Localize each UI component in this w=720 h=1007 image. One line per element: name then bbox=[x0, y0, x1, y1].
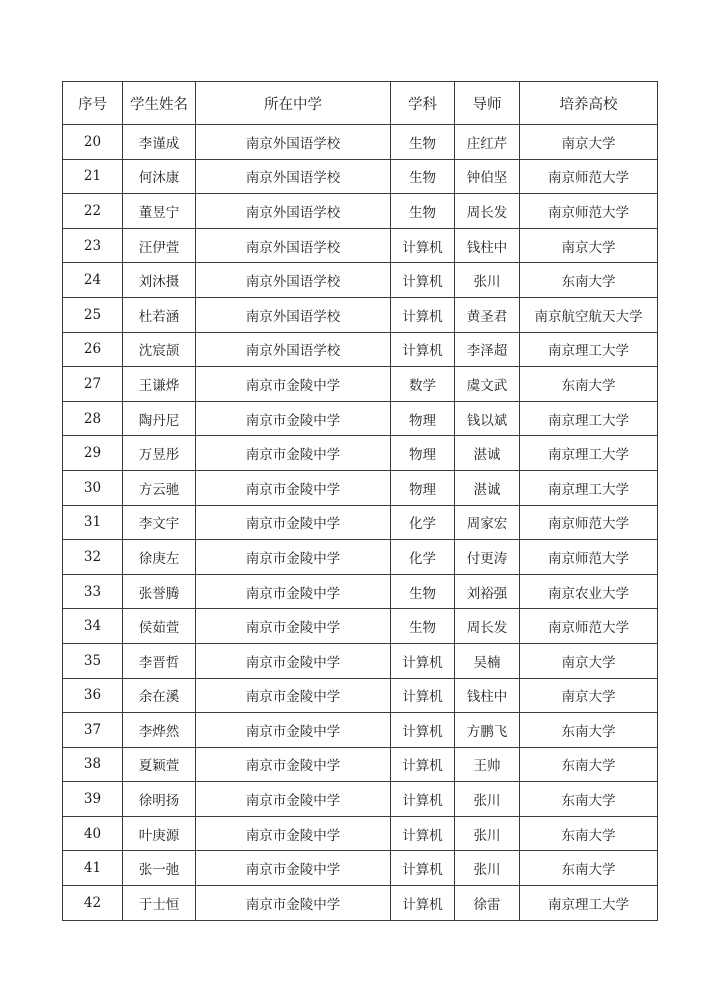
cell-university: 东南大学 bbox=[520, 367, 658, 402]
cell-subject: 计算机 bbox=[391, 678, 455, 713]
cell-student-name: 李晋哲 bbox=[123, 643, 196, 678]
cell-subject: 生物 bbox=[391, 194, 455, 229]
cell-mentor: 张川 bbox=[455, 851, 520, 886]
cell-student-name: 夏颖萱 bbox=[123, 747, 196, 782]
cell-index: 38 bbox=[63, 747, 123, 782]
cell-university: 东南大学 bbox=[520, 263, 658, 298]
cell-mentor: 张川 bbox=[455, 263, 520, 298]
cell-index: 27 bbox=[63, 367, 123, 402]
cell-subject: 计算机 bbox=[391, 886, 455, 921]
cell-university: 东南大学 bbox=[520, 782, 658, 817]
cell-university: 南京大学 bbox=[520, 678, 658, 713]
cell-subject: 物理 bbox=[391, 436, 455, 471]
table-row bbox=[63, 609, 658, 644]
cell-subject: 物理 bbox=[391, 401, 455, 436]
cell-mentor: 周长发 bbox=[455, 609, 520, 644]
cell-school: 南京市金陵中学 bbox=[196, 574, 391, 609]
cell-mentor: 庄红芹 bbox=[455, 125, 520, 160]
cell-mentor: 吴楠 bbox=[455, 643, 520, 678]
cell-mentor: 钟伯坚 bbox=[455, 159, 520, 194]
cell-university: 南京师范大学 bbox=[520, 159, 658, 194]
cell-mentor: 周家宏 bbox=[455, 505, 520, 540]
table-row bbox=[63, 367, 658, 402]
cell-index: 39 bbox=[63, 782, 123, 817]
table-row bbox=[63, 816, 658, 851]
table-row bbox=[63, 886, 658, 921]
cell-subject: 计算机 bbox=[391, 263, 455, 298]
cell-index: 29 bbox=[63, 436, 123, 471]
cell-mentor: 钱柱中 bbox=[455, 228, 520, 263]
cell-school: 南京市金陵中学 bbox=[196, 678, 391, 713]
cell-mentor: 周长发 bbox=[455, 194, 520, 229]
cell-school: 南京市金陵中学 bbox=[196, 609, 391, 644]
cell-mentor: 李泽超 bbox=[455, 332, 520, 367]
cell-student-name: 于士恒 bbox=[123, 886, 196, 921]
cell-subject: 化学 bbox=[391, 540, 455, 575]
cell-university: 东南大学 bbox=[520, 851, 658, 886]
cell-school: 南京外国语学校 bbox=[196, 194, 391, 229]
header-student-name: 学生姓名 bbox=[123, 82, 196, 125]
cell-school: 南京市金陵中学 bbox=[196, 816, 391, 851]
cell-subject: 计算机 bbox=[391, 816, 455, 851]
table-body bbox=[63, 125, 658, 921]
cell-student-name: 何沐康 bbox=[123, 159, 196, 194]
cell-school: 南京市金陵中学 bbox=[196, 367, 391, 402]
cell-university: 南京师范大学 bbox=[520, 505, 658, 540]
cell-university: 南京理工大学 bbox=[520, 332, 658, 367]
cell-school: 南京市金陵中学 bbox=[196, 470, 391, 505]
cell-school: 南京市金陵中学 bbox=[196, 401, 391, 436]
cell-student-name: 张誉腾 bbox=[123, 574, 196, 609]
cell-school: 南京市金陵中学 bbox=[196, 713, 391, 748]
cell-subject: 计算机 bbox=[391, 228, 455, 263]
cell-index: 33 bbox=[63, 574, 123, 609]
cell-index: 25 bbox=[63, 297, 123, 332]
cell-university: 南京大学 bbox=[520, 228, 658, 263]
cell-school: 南京市金陵中学 bbox=[196, 643, 391, 678]
cell-index: 34 bbox=[63, 609, 123, 644]
cell-school: 南京外国语学校 bbox=[196, 228, 391, 263]
cell-index: 40 bbox=[63, 816, 123, 851]
header-index: 序号 bbox=[63, 82, 123, 125]
cell-student-name: 万昱彤 bbox=[123, 436, 196, 471]
cell-index: 24 bbox=[63, 263, 123, 298]
table-row bbox=[63, 782, 658, 817]
cell-student-name: 张一弛 bbox=[123, 851, 196, 886]
table-row bbox=[63, 194, 658, 229]
cell-school: 南京外国语学校 bbox=[196, 263, 391, 298]
cell-university: 南京理工大学 bbox=[520, 886, 658, 921]
cell-index: 23 bbox=[63, 228, 123, 263]
cell-mentor: 湛诚 bbox=[455, 470, 520, 505]
cell-student-name: 李谨成 bbox=[123, 125, 196, 160]
cell-subject: 计算机 bbox=[391, 297, 455, 332]
cell-school: 南京外国语学校 bbox=[196, 297, 391, 332]
cell-index: 41 bbox=[63, 851, 123, 886]
table-row bbox=[63, 125, 658, 160]
cell-subject: 计算机 bbox=[391, 851, 455, 886]
cell-mentor: 付更涛 bbox=[455, 540, 520, 575]
cell-index: 35 bbox=[63, 643, 123, 678]
cell-student-name: 李烨然 bbox=[123, 713, 196, 748]
cell-index: 26 bbox=[63, 332, 123, 367]
cell-mentor: 黄圣君 bbox=[455, 297, 520, 332]
cell-university: 南京理工大学 bbox=[520, 436, 658, 471]
cell-university: 南京大学 bbox=[520, 125, 658, 160]
table-row bbox=[63, 505, 658, 540]
cell-student-name: 杜若涵 bbox=[123, 297, 196, 332]
cell-subject: 生物 bbox=[391, 125, 455, 160]
cell-subject: 数学 bbox=[391, 367, 455, 402]
cell-subject: 化学 bbox=[391, 505, 455, 540]
cell-index: 37 bbox=[63, 713, 123, 748]
cell-student-name: 董昱宁 bbox=[123, 194, 196, 229]
table-row bbox=[63, 713, 658, 748]
cell-mentor: 张川 bbox=[455, 816, 520, 851]
cell-subject: 计算机 bbox=[391, 747, 455, 782]
cell-university: 南京理工大学 bbox=[520, 470, 658, 505]
cell-school: 南京外国语学校 bbox=[196, 332, 391, 367]
table-row bbox=[63, 401, 658, 436]
cell-mentor: 钱以斌 bbox=[455, 401, 520, 436]
cell-university: 东南大学 bbox=[520, 816, 658, 851]
cell-mentor: 虞文武 bbox=[455, 367, 520, 402]
cell-student-name: 徐庚左 bbox=[123, 540, 196, 575]
cell-mentor: 湛诚 bbox=[455, 436, 520, 471]
header-school: 所在中学 bbox=[196, 82, 391, 125]
cell-subject: 计算机 bbox=[391, 332, 455, 367]
cell-subject: 计算机 bbox=[391, 713, 455, 748]
cell-university: 南京师范大学 bbox=[520, 540, 658, 575]
table-row bbox=[63, 470, 658, 505]
cell-index: 42 bbox=[63, 886, 123, 921]
cell-school: 南京市金陵中学 bbox=[196, 851, 391, 886]
table-row bbox=[63, 332, 658, 367]
table-row bbox=[63, 747, 658, 782]
cell-mentor: 钱柱中 bbox=[455, 678, 520, 713]
cell-school: 南京市金陵中学 bbox=[196, 886, 391, 921]
cell-subject: 生物 bbox=[391, 574, 455, 609]
header-mentor: 导师 bbox=[455, 82, 520, 125]
cell-mentor: 方鹏飞 bbox=[455, 713, 520, 748]
cell-school: 南京外国语学校 bbox=[196, 125, 391, 160]
cell-index: 36 bbox=[63, 678, 123, 713]
table-row bbox=[63, 574, 658, 609]
cell-mentor: 刘裕强 bbox=[455, 574, 520, 609]
cell-index: 32 bbox=[63, 540, 123, 575]
cell-student-name: 徐明扬 bbox=[123, 782, 196, 817]
table-row bbox=[63, 540, 658, 575]
cell-subject: 物理 bbox=[391, 470, 455, 505]
cell-student-name: 余在溪 bbox=[123, 678, 196, 713]
table-row bbox=[63, 643, 658, 678]
cell-school: 南京市金陵中学 bbox=[196, 782, 391, 817]
cell-university: 东南大学 bbox=[520, 713, 658, 748]
cell-index: 28 bbox=[63, 401, 123, 436]
table-row bbox=[63, 436, 658, 471]
cell-subject: 生物 bbox=[391, 609, 455, 644]
cell-mentor: 张川 bbox=[455, 782, 520, 817]
table-row bbox=[63, 263, 658, 298]
cell-student-name: 刘沐摄 bbox=[123, 263, 196, 298]
cell-subject: 计算机 bbox=[391, 643, 455, 678]
cell-index: 31 bbox=[63, 505, 123, 540]
cell-school: 南京市金陵中学 bbox=[196, 747, 391, 782]
cell-student-name: 沈宸颉 bbox=[123, 332, 196, 367]
header-row bbox=[63, 82, 658, 125]
cell-index: 20 bbox=[63, 125, 123, 160]
student-table bbox=[62, 81, 658, 921]
cell-subject: 计算机 bbox=[391, 782, 455, 817]
cell-university: 南京农业大学 bbox=[520, 574, 658, 609]
cell-student-name: 王谦烨 bbox=[123, 367, 196, 402]
cell-university: 南京理工大学 bbox=[520, 401, 658, 436]
cell-mentor: 王帅 bbox=[455, 747, 520, 782]
cell-school: 南京市金陵中学 bbox=[196, 436, 391, 471]
cell-student-name: 侯茹萱 bbox=[123, 609, 196, 644]
cell-mentor: 徐雷 bbox=[455, 886, 520, 921]
table-row bbox=[63, 228, 658, 263]
cell-university: 南京大学 bbox=[520, 643, 658, 678]
table-row bbox=[63, 851, 658, 886]
cell-school: 南京外国语学校 bbox=[196, 159, 391, 194]
cell-student-name: 李文宇 bbox=[123, 505, 196, 540]
cell-index: 21 bbox=[63, 159, 123, 194]
cell-school: 南京市金陵中学 bbox=[196, 505, 391, 540]
table-header bbox=[63, 82, 658, 125]
cell-university: 东南大学 bbox=[520, 747, 658, 782]
cell-university: 南京航空航天大学 bbox=[520, 297, 658, 332]
cell-university: 南京师范大学 bbox=[520, 609, 658, 644]
header-subject: 学科 bbox=[391, 82, 455, 125]
header-university: 培养高校 bbox=[520, 82, 658, 125]
cell-student-name: 陶丹尼 bbox=[123, 401, 196, 436]
table-row bbox=[63, 678, 658, 713]
cell-university: 南京师范大学 bbox=[520, 194, 658, 229]
cell-school: 南京市金陵中学 bbox=[196, 540, 391, 575]
table-row bbox=[63, 297, 658, 332]
cell-index: 22 bbox=[63, 194, 123, 229]
table-row bbox=[63, 159, 658, 194]
cell-index: 30 bbox=[63, 470, 123, 505]
cell-student-name: 叶庚源 bbox=[123, 816, 196, 851]
cell-subject: 生物 bbox=[391, 159, 455, 194]
cell-student-name: 方云驰 bbox=[123, 470, 196, 505]
cell-student-name: 汪伊萱 bbox=[123, 228, 196, 263]
